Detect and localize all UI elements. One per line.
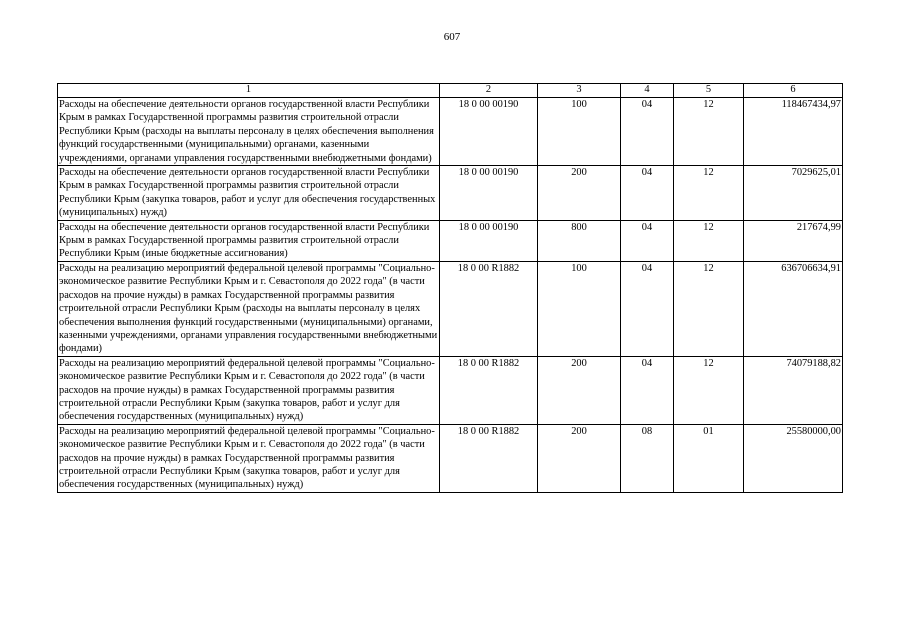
section-cell: 04 — [621, 356, 674, 424]
expense-name-cell: Расходы на реализацию мероприятий федеральной целевой программы "Социально-экономическое развитие Республики Крым и г. Севастополя до 2022 года" (в части расходов на прочие нужды) в рамках Государственной программы развития строительной отрасли Республики Крым (закупка товаров, работ и услуг для обеспечения государственных (муниципальных) нужд) — [58, 424, 440, 492]
column-header: 5 — [674, 84, 744, 98]
section-cell: 04 — [621, 98, 674, 166]
column-header: 1 — [58, 84, 440, 98]
budget-table — [57, 83, 843, 493]
amount-cell: 25580000,00 — [744, 424, 843, 492]
target-article-cell: 18 0 00 00190 — [440, 166, 538, 221]
expense-kind-cell: 800 — [538, 220, 621, 261]
target-article-cell: 18 0 00 R1882 — [440, 356, 538, 424]
table-row — [58, 356, 843, 424]
column-header: 2 — [440, 84, 538, 98]
section-cell: 04 — [621, 261, 674, 356]
subsection-cell: 01 — [674, 424, 744, 492]
column-header: 3 — [538, 84, 621, 98]
amount-cell: 74079188,82 — [744, 356, 843, 424]
expense-kind-cell: 200 — [538, 166, 621, 221]
expense-kind-cell: 100 — [538, 98, 621, 166]
column-header: 4 — [621, 84, 674, 98]
target-article-cell: 18 0 00 00190 — [440, 220, 538, 261]
amount-cell: 7029625,01 — [744, 166, 843, 221]
section-cell: 08 — [621, 424, 674, 492]
expense-kind-cell: 200 — [538, 424, 621, 492]
subsection-cell: 12 — [674, 166, 744, 221]
subsection-cell: 12 — [674, 98, 744, 166]
expense-name-cell: Расходы на обеспечение деятельности органов государственной власти Республики Крым в рамках Государственной программы развития строительной отрасли Республики Крым (расходы на выплаты персоналу в целях обеспечения выполнения функций государственными (муниципальными) органами, казенными учреждениями, органами управления государственными внебюджетными фондами) — [58, 98, 440, 166]
table-row — [58, 98, 843, 166]
expense-name-cell: Расходы на реализацию мероприятий федеральной целевой программы "Социально-экономическое развитие Республики Крым и г. Севастополя до 2022 года" (в части расходов на прочие нужды) в рамках Государственной программы развития строительной отрасли Республики Крым (расходы на выплаты персоналу в целях обеспечения выполнения функций государственными (муниципальными) органами, казенными учреждениями, органами управления государственными внебюджетными фондами) — [58, 261, 440, 356]
table-header-row — [58, 84, 843, 98]
table-row — [58, 220, 843, 261]
amount-cell: 217674,99 — [744, 220, 843, 261]
subsection-cell: 12 — [674, 261, 744, 356]
expense-kind-cell: 200 — [538, 356, 621, 424]
page-number: 607 — [443, 31, 461, 43]
expense-name-cell: Расходы на обеспечение деятельности органов государственной власти Республики Крым в рамках Государственной программы развития строительной отрасли Республики Крым (закупка товаров, работ и услуг для обеспечения государственных (муниципальных) нужд) — [58, 166, 440, 221]
table-row — [58, 424, 843, 492]
subsection-cell: 12 — [674, 356, 744, 424]
table-row — [58, 261, 843, 356]
expense-name-cell: Расходы на реализацию мероприятий федеральной целевой программы "Социально-экономическое развитие Республики Крым и г. Севастополя до 2022 года" (в части расходов на прочие нужды) в рамках Государственной программы развития строительной отрасли Республики Крым (закупка товаров, работ и услуг для обеспечения государственных (муниципальных) нужд) — [58, 356, 440, 424]
target-article-cell: 18 0 00 R1882 — [440, 261, 538, 356]
target-article-cell: 18 0 00 00190 — [440, 98, 538, 166]
table-row — [58, 166, 843, 221]
section-cell: 04 — [621, 220, 674, 261]
column-header: 6 — [744, 84, 843, 98]
amount-cell: 636706634,91 — [744, 261, 843, 356]
amount-cell: 118467434,97 — [744, 98, 843, 166]
section-cell: 04 — [621, 166, 674, 221]
subsection-cell: 12 — [674, 220, 744, 261]
expense-name-cell: Расходы на обеспечение деятельности органов государственной власти Республики Крым в рамках Государственной программы развития строительной отрасли Республики Крым (иные бюджетные ассигнования) — [58, 220, 440, 261]
expense-kind-cell: 100 — [538, 261, 621, 356]
target-article-cell: 18 0 00 R1882 — [440, 424, 538, 492]
